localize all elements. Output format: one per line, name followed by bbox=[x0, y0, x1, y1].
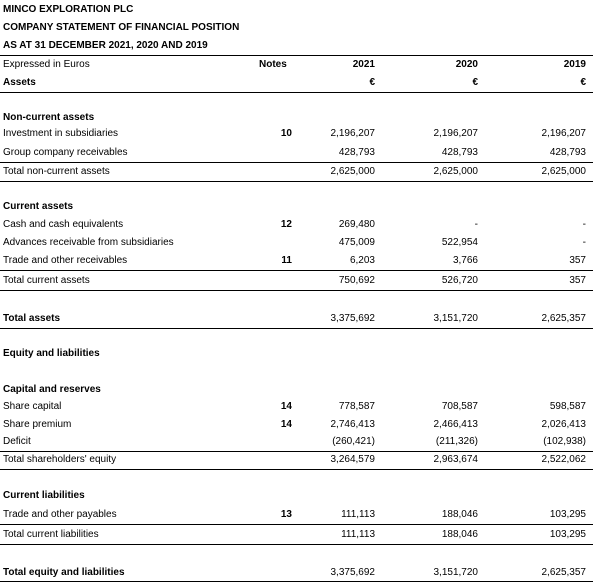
section-heading bbox=[0, 346, 593, 362]
row-label: Share premium bbox=[3, 419, 72, 430]
currency-note: Expressed in Euros bbox=[3, 59, 90, 70]
notes-header: Notes bbox=[259, 59, 287, 70]
value-2021: 111,113 bbox=[341, 529, 375, 540]
value-2021: 3,375,692 bbox=[330, 313, 375, 324]
value-2020: 708,587 bbox=[441, 401, 478, 412]
row-note: 13 bbox=[280, 509, 292, 520]
grand-total-row bbox=[0, 565, 593, 581]
value-2019: 2,625,357 bbox=[541, 313, 586, 324]
year-2019-header: 2019 bbox=[563, 59, 586, 70]
value-2020: 2,963,674 bbox=[433, 454, 478, 465]
row-note: 14 bbox=[280, 401, 292, 412]
column-header-divider bbox=[0, 92, 593, 93]
value-2020: 428,793 bbox=[441, 147, 478, 158]
row-label: Advances receivable from subsidiaries bbox=[3, 237, 174, 248]
row-divider bbox=[0, 270, 593, 271]
value-2019: 103,295 bbox=[549, 529, 586, 540]
table-row bbox=[0, 217, 593, 233]
row-label: Investment in subsidiaries bbox=[3, 128, 119, 139]
value-2020: 188,046 bbox=[441, 529, 478, 540]
currency-row bbox=[0, 75, 593, 91]
value-2020: (211,326) bbox=[435, 436, 478, 447]
value-2019: 2,625,357 bbox=[541, 567, 586, 578]
value-2020: 522,954 bbox=[441, 237, 478, 248]
section-label: Non-current assets bbox=[3, 112, 95, 123]
row-label: Trade and other receivables bbox=[3, 255, 128, 266]
column-header-row bbox=[0, 57, 593, 73]
value-2021: 269,480 bbox=[338, 219, 375, 230]
value-2020: 2,196,207 bbox=[433, 128, 478, 139]
value-2021: 2,196,207 bbox=[330, 128, 375, 139]
value-2020: 3,151,720 bbox=[433, 313, 478, 324]
value-2019: 2,522,062 bbox=[541, 454, 586, 465]
section-label: Current assets bbox=[3, 201, 74, 212]
value-2019: 357 bbox=[569, 255, 586, 266]
value-2020: 3,151,720 bbox=[433, 567, 478, 578]
row-label: Share capital bbox=[3, 401, 62, 412]
total-row bbox=[0, 273, 593, 289]
value-2019: 357 bbox=[569, 275, 586, 286]
company-name: MINCO EXPLORATION PLC bbox=[3, 4, 134, 15]
section-heading bbox=[0, 382, 593, 398]
row-label: Total non-current assets bbox=[3, 166, 110, 177]
table-row bbox=[0, 434, 593, 450]
total-row bbox=[0, 164, 593, 180]
row-divider bbox=[0, 162, 593, 163]
currency-2019: € bbox=[580, 77, 586, 88]
table-row bbox=[0, 253, 593, 269]
value-2020: 526,720 bbox=[441, 275, 478, 286]
currency-2020: € bbox=[472, 77, 478, 88]
value-2019: 2,625,000 bbox=[541, 166, 586, 177]
section-heading bbox=[0, 110, 593, 126]
section-label: Current liabilities bbox=[3, 490, 85, 501]
section-heading bbox=[0, 199, 593, 215]
row-note: 14 bbox=[280, 419, 292, 430]
row-divider bbox=[0, 544, 593, 545]
total-row bbox=[0, 452, 593, 468]
value-2021: 778,587 bbox=[338, 401, 375, 412]
value-2021: 3,375,692 bbox=[330, 567, 375, 578]
row-divider bbox=[0, 524, 593, 525]
row-divider bbox=[0, 328, 593, 329]
row-label: Total equity and liabilities bbox=[3, 567, 125, 578]
table-row bbox=[0, 145, 593, 161]
row-note: 11 bbox=[281, 255, 292, 266]
value-2019: - bbox=[582, 237, 586, 248]
section-heading bbox=[0, 488, 593, 504]
value-2019: 103,295 bbox=[549, 509, 586, 520]
header-divider bbox=[0, 55, 593, 56]
grand-total-row bbox=[0, 311, 593, 327]
statement-title: COMPANY STATEMENT OF FINANCIAL POSITION bbox=[3, 22, 240, 33]
value-2021: 6,203 bbox=[349, 255, 375, 266]
total-row bbox=[0, 527, 593, 543]
value-2019: 598,587 bbox=[549, 401, 586, 412]
row-label: Group company receivables bbox=[3, 147, 128, 158]
value-2019: 2,196,207 bbox=[541, 128, 586, 139]
statement-period: AS AT 31 DECEMBER 2021, 2020 AND 2019 bbox=[3, 40, 208, 51]
value-2020: 188,046 bbox=[441, 509, 478, 520]
value-2019: - bbox=[582, 219, 586, 230]
value-2020: 3,766 bbox=[452, 255, 478, 266]
currency-2021: € bbox=[369, 77, 375, 88]
row-label: Total current assets bbox=[3, 275, 90, 286]
section-label: Capital and reserves bbox=[3, 384, 101, 395]
year-2021-header: 2021 bbox=[352, 59, 375, 70]
value-2021: (260,421) bbox=[332, 436, 375, 447]
row-label: Deficit bbox=[3, 436, 31, 447]
table-row bbox=[0, 507, 593, 523]
table-row bbox=[0, 126, 593, 142]
row-divider bbox=[0, 469, 593, 470]
assets-header: Assets bbox=[3, 77, 36, 88]
value-2020: 2,466,413 bbox=[433, 419, 478, 430]
table-row bbox=[0, 235, 593, 251]
value-2021: 428,793 bbox=[338, 147, 375, 158]
table-row bbox=[0, 417, 593, 433]
row-note: 10 bbox=[280, 128, 292, 139]
value-2021: 2,625,000 bbox=[330, 166, 375, 177]
row-divider bbox=[0, 181, 593, 182]
row-note: 12 bbox=[280, 219, 292, 230]
section-label: Equity and liabilities bbox=[3, 348, 100, 359]
value-2019: 428,793 bbox=[549, 147, 586, 158]
value-2021: 475,009 bbox=[338, 237, 375, 248]
value-2020: 2,625,000 bbox=[433, 166, 478, 177]
value-2021: 750,692 bbox=[338, 275, 375, 286]
table-row bbox=[0, 399, 593, 415]
value-2021: 111,113 bbox=[341, 509, 375, 520]
value-2019: 2,026,413 bbox=[541, 419, 586, 430]
row-label: Total current liabilities bbox=[3, 529, 99, 540]
row-divider bbox=[0, 581, 593, 582]
value-2019: (102,938) bbox=[543, 436, 586, 447]
value-2021: 2,746,413 bbox=[330, 419, 375, 430]
row-label: Total assets bbox=[3, 313, 61, 324]
row-label: Cash and cash equivalents bbox=[3, 219, 124, 230]
row-label: Trade and other payables bbox=[3, 509, 117, 520]
row-label: Total shareholders' equity bbox=[3, 454, 117, 465]
year-2020-header: 2020 bbox=[455, 59, 478, 70]
value-2021: 3,264,579 bbox=[330, 454, 375, 465]
row-divider bbox=[0, 290, 593, 291]
value-2020: - bbox=[474, 219, 478, 230]
